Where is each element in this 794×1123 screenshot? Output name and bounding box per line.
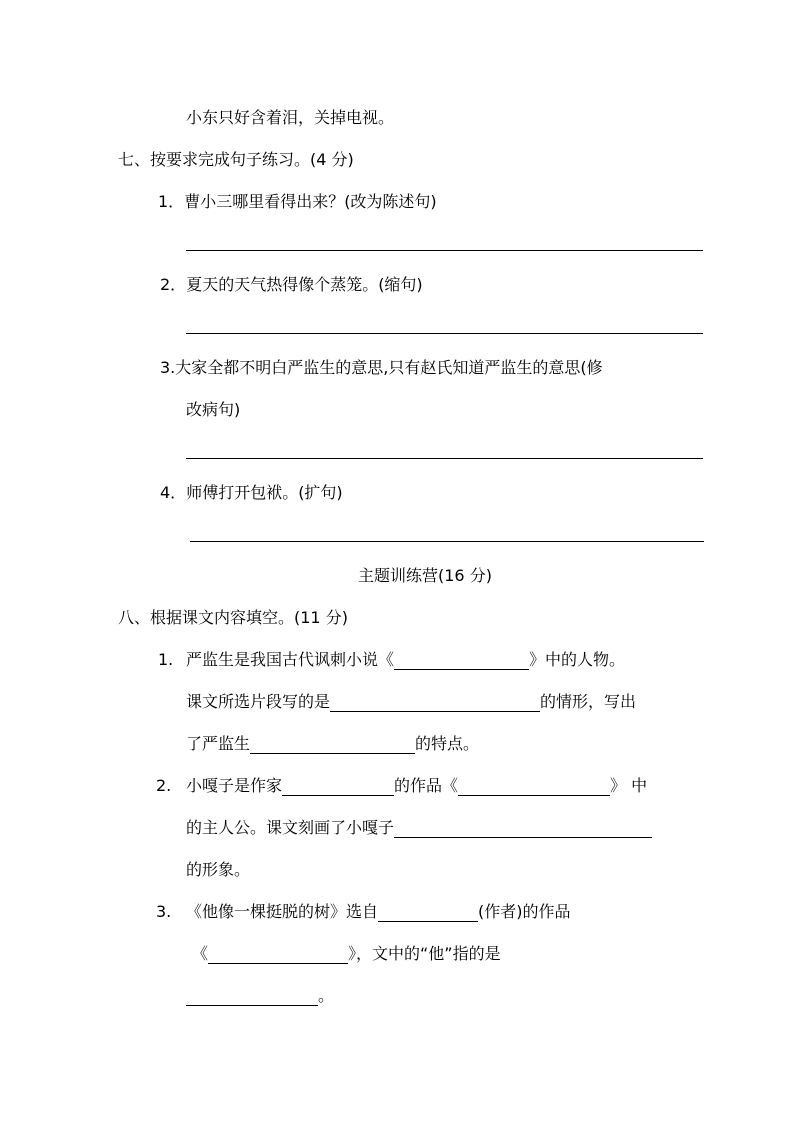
q7-item-1-number: 1． [158,192,185,211]
q7-item-3-text-continued: 改病句) [186,400,241,419]
q8-item-1-text-e: 了严监生 [186,734,251,753]
blank-he-refers-to[interactable] [186,987,318,1006]
q7-item-1-answer-line[interactable] [186,250,703,251]
q8-item-1-number: 1. [158,650,174,669]
q8-item-3-text-e: 。 [318,986,335,1005]
q7-item-3-number: 3. [160,358,176,377]
q8-item-2-line-3: 的形象。 [186,860,251,879]
q8-item-3-text-d: 》，文中的“他”指的是 [348,944,501,963]
q8-item-1-line-2 [186,692,636,712]
q8-item-3-text-c: 《 [192,944,209,963]
q8-item-1-text-c: 课文所选片段写的是 [186,692,331,711]
q7-item-1 [158,192,437,212]
q8-item-1-text-f: 的特点。 [415,734,480,753]
q8-item-2-text-c: 》 中 [610,776,648,795]
q8-item-3-line-3 [186,986,334,1006]
blank-excerpt-content[interactable] [330,693,540,712]
section-title: 主题训练营(16 分) [358,566,492,585]
blank-character-image[interactable] [394,819,652,838]
q7-item-4-number: 4． [160,483,187,502]
q8-item-3-number: 3. [156,902,172,921]
q8-item-2-line-1 [186,776,647,796]
q7-item-3-answer-line[interactable] [186,458,703,459]
q8-item-1-line-1 [186,650,625,670]
q8-item-1-text-b: 》中的人物。 [529,650,626,669]
q8-item-3-line-2 [192,944,501,964]
q8-item-2-text-a: 小嘎子是作家 [186,776,283,795]
q7-item-2-text: 夏天的天气热得像个蒸笼。(缩句) [186,275,423,294]
blank-work-title[interactable] [458,777,610,796]
blank-character-trait[interactable] [250,735,415,754]
q7-item-2-answer-line[interactable] [186,333,703,334]
question-7-heading: 七、按要求完成句子练习。(4 分) [118,150,354,169]
q8-item-3-line-1 [186,902,571,922]
q7-item-2-number: 2． [160,275,187,294]
q7-item-3 [160,358,603,378]
q7-item-4-text: 师傅打开包袱。(扩句) [186,483,343,502]
q8-item-2-text-b: 的作品《 [394,776,459,795]
blank-novel-title[interactable] [394,651,529,670]
q7-item-4 [160,483,343,503]
previous-answer-line: 小东只好含着泪，关掉电视。 [186,108,395,127]
question-8-heading: 八、根据课文内容填空。(11 分) [118,608,348,627]
q8-item-3-text-a: 《他像一棵挺脱的树》选自 [186,902,379,921]
blank-book-title[interactable] [208,945,348,964]
q7-item-1-text: 曹小三哪里看得出来？(改为陈述句) [184,192,437,211]
q8-item-2-line-2 [186,818,652,838]
q8-item-2-number: 2. [156,776,172,795]
q7-item-4-answer-line[interactable] [190,541,704,542]
blank-author-name[interactable] [378,903,478,922]
q8-item-1-line-3 [186,734,479,754]
blank-author[interactable] [282,777,394,796]
q7-item-2 [160,275,423,295]
q8-item-1-text-a: 严监生是我国古代讽刺小说《 [186,650,395,669]
q8-item-1-text-d: 的情形，写出 [540,692,637,711]
q8-item-2-text-d: 的主人公。课文刻画了小嘎子 [186,818,395,837]
q8-item-3-text-b: (作者)的作品 [478,902,571,921]
q7-item-3-text: 大家全都不明白严监生的意思,只有赵氏知道严监生的意思(修 [175,358,603,377]
